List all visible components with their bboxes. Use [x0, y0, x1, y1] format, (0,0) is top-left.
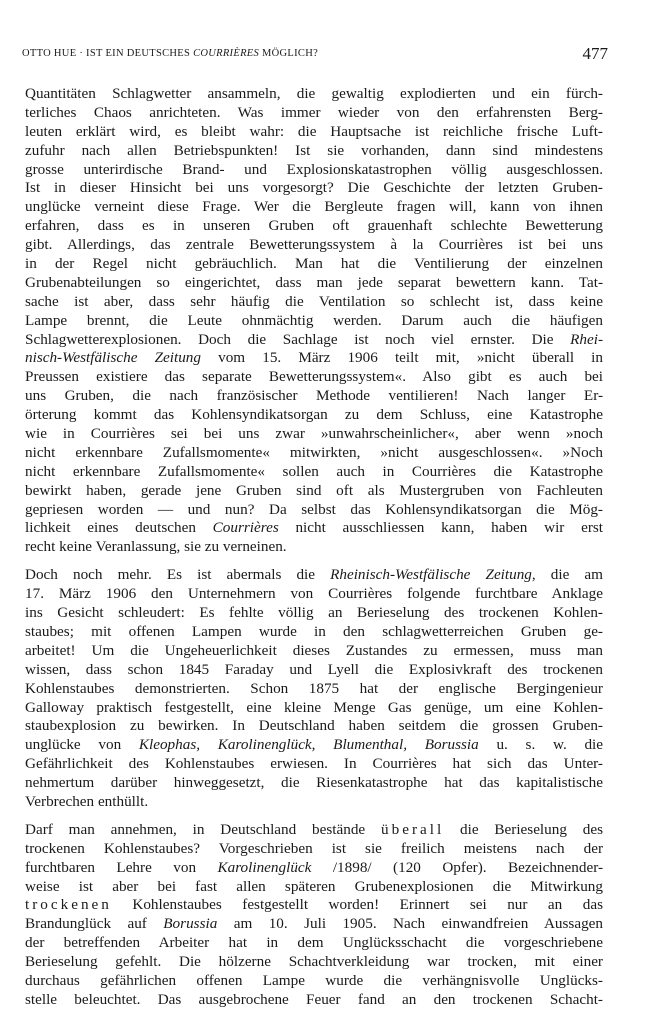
- text-run: staubexplosion zu bewirken. In Deutschland haben seitdem die grossen Gruben-: [25, 717, 603, 735]
- text-line: [25, 953, 603, 972]
- text-run: Kohlenstaubes festgestellt worden! Erinnert sei nur an das: [111, 896, 603, 914]
- italic-text: Kleophas, Karolinenglück, Blumenthal, Borussia: [138, 736, 479, 754]
- text-line: [25, 642, 603, 661]
- text-run: durchaus gefährlichen offenen Lampe wurde die verhängnisvolle Unglücks-: [25, 971, 603, 989]
- text-run: erfahren, dass es in unseren Gruben oft grauenhaft schlechte Bewetterung: [25, 217, 603, 235]
- text-line: [25, 538, 603, 557]
- text-run: furchtbaren Lehre von: [25, 858, 218, 876]
- text-run: Kohlenstaubes demonstrierten. Schon 1875 hat der englische Bergingenieur: [25, 679, 603, 697]
- text-line: [25, 972, 603, 991]
- text-run: Galloway praktisch festgestellt, eine kleine Menge Gas genüge, um eine Kohlen-: [25, 698, 603, 716]
- text-line: [25, 736, 603, 755]
- page-number: 477: [582, 44, 608, 63]
- text-line: [25, 179, 603, 198]
- text-run: leuten erklärt wird, es bleibt wahr: die Hauptsache ist reichliche frische Luft-: [25, 122, 603, 140]
- text-run: am 10. Juli 1905. Nach einwandfreien Aussagen: [217, 915, 603, 933]
- text-run: Grubenabteilungen so eingerichtet, dass man jede separat bewettern kann. Tat-: [25, 273, 603, 291]
- text-run: wissen, dass schon 1845 Faraday und Lyell die Explosivkraft des trockenen: [25, 660, 603, 678]
- text-run: Quantitäten Schlagwetter ansammeln, die gewaltig explodierten und ein fürch-: [25, 85, 603, 102]
- text-run: unglücke von: [25, 736, 139, 754]
- text-line: [25, 793, 603, 812]
- text-run: Preussen existiere das separate Bewetterungssystem«. Also gibt es auch bei: [25, 368, 603, 386]
- text-line: [25, 878, 603, 897]
- text-line: [25, 217, 603, 236]
- text-run: u. s. w. die: [478, 736, 604, 754]
- text-run: staubes; mit offenen Lampen wurde in den schlagwetterreichen Gruben ge-: [25, 622, 603, 640]
- text-line: [25, 717, 603, 736]
- text-run: gepriesen worden — und nun? Da selbst das Kohlensyndikatsorgan die Mög-: [25, 500, 603, 518]
- text-run: trockenen Kohlenstaubes? Vorgeschrieben ist sie freilich meistens nach der: [25, 839, 603, 857]
- text-run: Brandunglück auf: [25, 915, 164, 933]
- text-line: [25, 821, 603, 840]
- text-line: [25, 755, 603, 774]
- page-body: [25, 85, 603, 1019]
- text-run: lichkeit eines deutschen: [25, 519, 213, 537]
- text-line: [25, 293, 603, 312]
- text-run: vom 15. März 1906 teilt mit, »nicht überall in: [201, 349, 603, 367]
- text-line: [25, 915, 603, 934]
- text-line: [25, 349, 603, 368]
- text-line: [25, 236, 603, 255]
- running-head-suffix: MÖGLICH?: [259, 48, 319, 59]
- italic-text: Karolinenglück: [217, 858, 312, 876]
- italic-text: Borussia: [163, 915, 218, 933]
- paragraph: [25, 85, 603, 557]
- text-run: örterung kommt das Kohlensyndikatsorgan zu dem Schluss, eine Katastrophe: [25, 406, 603, 424]
- text-run: /1898/ (120 Opfer). Bezeichnender-: [311, 858, 604, 876]
- spaced-emphasis-text: überall: [381, 820, 445, 838]
- text-run: die Berieselung des: [444, 820, 604, 838]
- running-header: [22, 44, 608, 64]
- text-line: [25, 623, 603, 642]
- text-line: [25, 934, 603, 953]
- text-run: 17. März 1906 den Unternehmern von Courrières folgende furchtbare Anklage: [25, 585, 603, 603]
- text-run: nicht erkennbare Zufallsmomente« sollen auch in Courrières die Katastrophe: [25, 462, 603, 480]
- text-run: Berieselung gefehlt. Die hölzerne Schachtverkleidung war trocken, mit einer: [25, 953, 603, 971]
- text-line: [25, 680, 603, 699]
- text-line: [25, 142, 603, 161]
- text-run: Gefährlichkeit des Kohlenstaubes erwiesen. In Courrières hat sich das Unter-: [25, 755, 603, 773]
- text-line: [25, 123, 603, 142]
- text-line: [25, 585, 603, 604]
- text-line: [25, 501, 603, 520]
- running-head-italic: COURRIÈRES: [193, 48, 260, 59]
- text-run: Schlagwetterexplosionen. Doch die Sachlage ist noch viel ernster. Die: [25, 330, 571, 348]
- paragraph: [25, 821, 603, 1010]
- text-run: Lampe brennt, die Leute ohnmächtig werden. Darum auch die häufigen: [25, 311, 603, 329]
- text-line: [25, 482, 603, 501]
- text-run: sache ist aber, dass sehr häufig die Ventilation so schlecht ist, dass keine: [25, 292, 603, 310]
- text-run: weise ist aber bei fast allen späteren Grubenexplosionen die Mitwirkung: [25, 877, 603, 895]
- text-line: [25, 274, 603, 293]
- text-line: [25, 425, 603, 444]
- text-run: Darf man annehmen, in Deutschland bestände: [25, 820, 382, 838]
- text-line: [25, 312, 603, 331]
- text-run: ins Gesicht schleudert: Es fehlte völlig an Berieselung des trockenen Kohlen-: [25, 604, 603, 622]
- text-run: zufuhr nach allen Betriebspunkten! Ist sie vorhanden, dann sind mindestens: [25, 141, 603, 159]
- text-line: [25, 463, 603, 482]
- text-line: [25, 387, 603, 406]
- text-line: [25, 604, 603, 623]
- text-run: uns Gruben, die nach französischer Methode ventilieren! Nach langer Er-: [25, 387, 603, 405]
- text-run: wie in Courrières sei bei uns zwar »unwahrscheinlicher«, aber wenn »noch: [25, 425, 603, 443]
- italic-text: Rhei-: [570, 330, 603, 348]
- italic-text: nisch-Westfälische Zeitung: [25, 349, 201, 367]
- text-run: unglücke verneint diese Frage. Wer die Bergleute fragen will, kann von ihnen: [25, 198, 603, 216]
- spaced-emphasis-text: trockenen: [25, 896, 112, 914]
- text-line: [25, 444, 603, 463]
- text-line: [25, 859, 603, 878]
- text-line: [25, 85, 603, 104]
- text-line: [25, 661, 603, 680]
- running-head-text: OTTO HUE · IST EIN DEUTSCHES: [22, 48, 194, 59]
- text-run: gibt. Allerdings, das zentrale Bewetterungssystem à la Courrières ist bei uns: [25, 236, 603, 254]
- text-line: [25, 840, 603, 859]
- italic-text: Rheinisch-Westfälische Zeitung: [330, 566, 532, 584]
- text-run: bewirkt haben, gerade jene Gruben sind oft als Mustergruben von Fachleuten: [25, 481, 603, 499]
- text-run: nicht ausschliessen kann, haben wir erst: [278, 519, 604, 537]
- text-run: Verbrechen enthüllt.: [25, 792, 149, 810]
- text-line: [25, 699, 603, 718]
- text-line: [25, 161, 603, 180]
- text-line: [25, 198, 603, 217]
- paragraph: [25, 566, 603, 812]
- text-run: nicht erkennbare Zufallsmomente« mitwirkten, »nicht ausgeschlossen«. »Noch: [25, 443, 603, 461]
- text-line: [25, 104, 603, 123]
- text-run: stelle beleuchtet. Das ausgebrochene Feuer fand an den trockenen Schacht-: [25, 990, 603, 1008]
- text-run: in der Regel nicht gebräuchlich. Man hat die Ventilierung der einzelnen: [25, 255, 603, 273]
- text-run: grosse unterirdische Brand- und Explosionskatastrophen völlig ausgeschlossen.: [25, 160, 603, 178]
- text-line: [25, 566, 603, 585]
- running-head-title: [22, 48, 318, 59]
- text-line: [25, 991, 603, 1010]
- text-run: Doch noch mehr. Es ist abermals die: [25, 566, 331, 584]
- text-run: arbeitet! Um die Ungeheuerlichkeit dieses Zustandes zu ermessen, muss man: [25, 641, 603, 659]
- text-run: der betreffenden Arbeiter hat in dem Unglücksschacht die vorgeschriebene: [25, 934, 603, 952]
- text-run: Ist in dieser Hinsicht bei uns vorgesorgt? Die Geschichte der letzten Gruben-: [25, 179, 603, 197]
- text-line: [25, 406, 603, 425]
- text-line: [25, 331, 603, 350]
- text-run: nehmertum darüber hinweggesetzt, die Riesenkatastrophe hat das kapitalistische: [25, 774, 603, 792]
- text-line: [25, 774, 603, 793]
- text-run: , die am: [531, 566, 603, 584]
- text-line: [25, 519, 603, 538]
- italic-text: Courrières: [212, 519, 279, 537]
- text-line: [25, 368, 603, 387]
- text-run: recht keine Veranlassung, sie zu verneinen.: [25, 538, 287, 556]
- text-line: [25, 255, 603, 274]
- text-line: [25, 896, 603, 915]
- text-run: terliches Chaos anrichteten. Was immer wieder von den erfahrensten Berg-: [25, 103, 603, 121]
